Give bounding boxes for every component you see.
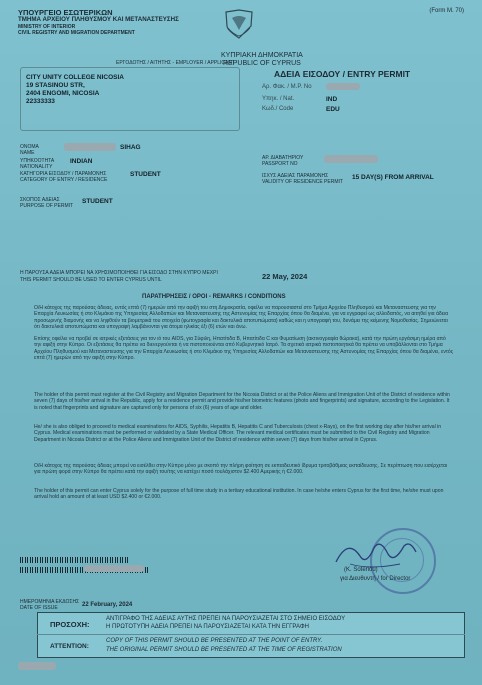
entry-until-label-greek: Η ΠΑΡΟΥΣΑ ΑΔΕΙΑ ΜΠΟΡΕΙ ΝΑ ΧΡΗΣΙΜΟΠΟΙΗΘΕΙ ΓΙΑ ΕΙΣΟΔΟ ΣΤΗΝ ΚΥΠΡΟ ΜΕΧΡΙ	[20, 270, 218, 276]
barcode-number-redacted	[84, 565, 144, 572]
applicant-line-2: 19 STASINOU STR,	[26, 82, 85, 89]
applicant-line-3: 2404 ENGOMI, NICOSIA	[26, 90, 100, 97]
applicant-line-4: 22333333	[26, 98, 55, 105]
issue-date-label-english: DATE OF ISSUE	[20, 605, 58, 611]
category-code-label: Κωδ./ Code	[262, 106, 294, 112]
entry-until-date: 22 May, 2024	[262, 272, 308, 281]
prosoxi-line-1: ΑΝΤΙΓΡΑΦΟ ΤΗΣ ΑΔΕΙΑΣ ΑΥΤΗΣ ΠΡΕΠΕΙ ΝΑ ΠΑΡΟΥΣΙΑΖΕΤΑΙ ΣΤΟ ΣΗΜΕΙΟ ΕΙΣΟΔΟΥ	[106, 616, 346, 622]
purpose-label-english: PURPOSE OF PERMIT	[20, 203, 74, 209]
passport-label-greek: ΑΡ. ΔΙΑΒΑΤΗΡΙΟΥ	[262, 155, 304, 161]
permit-title: ΑΔΕΙΑ ΕΙΣΟΔΟΥ / ENTRY PERMIT	[274, 69, 411, 79]
ministry-greek: ΥΠΟΥΡΓΕΙΟ ΕΣΩΤΕΡΙΚΩΝ	[18, 8, 113, 17]
purpose-label-greek: ΣΚΟΠΟΣ ΑΔΕΙΑΣ	[20, 197, 60, 203]
department-english: CIVIL REGISTRY AND MIGRATION DEPARTMENT	[18, 30, 135, 36]
signatory-name: (K. Soteriou)	[344, 567, 378, 573]
validity-value: 15 DAY(S) FROM ARRIVAL	[352, 174, 434, 181]
nationality-code-value: IND	[326, 96, 338, 103]
validity-label-english: VALIDITY OF RESIDENCE PERMIT	[262, 179, 343, 185]
nationality-code-label: Υπηκ. / Nat.	[262, 96, 295, 102]
prosoxi-line-2: Η ΠΡΩΤΟΤΥΠΗ ΑΔΕΙΑ ΠΡΕΠΕΙ ΝΑ ΠΑΡΟΥΣΙΑΖΕΤΑΙ ΚΑΤΑ ΤΗΝ ΕΓΓΡΑΦΗ	[106, 624, 309, 630]
name-redacted	[64, 143, 116, 151]
name-value: SIHAG	[120, 144, 141, 151]
attention-line-2: THE ORIGINAL PERMIT SHOULD BE PRESENTED AT THE TIME OF REGISTRATION	[106, 647, 342, 653]
form-number: (Form M. 70)	[429, 8, 464, 14]
cyprus-emblem-icon	[222, 6, 256, 40]
remarks-english-medical: He/ she is also obliged to proceed to medical examinations for AIDS, Syphilis, Hepatitis B, Hepatitis C and Tuberculosis (chest x-Rays), on the first working day after his/her arrival in Cyprus. Medical examinations must be performed or validated by a State Medical Officer. The relevant medical certificates must be submitted to the Civil Registry and Migration Department in Nicosia District or at the Police Aliens and Immigration Unit of the District of residence within seven (7) days from his/her arrival in Cyprus.	[34, 424, 442, 443]
name-label-greek: ΟΝΟΜΑ	[20, 144, 39, 150]
passport-number-redacted	[324, 155, 378, 163]
employer-applicant-label: ΕΡΓΟΔΟΤΗΣ / ΑΙΤΗΤΗΣ - EMPLOYER / APPLICANT	[116, 60, 236, 66]
remarks-greek-medical: Επίσης οφείλει να προβεί σε ιατρικές εξετάσεις για τον ιό του AIDS, για Σύφιλη, Ηπατίτιδα Β, Ηπατίτιδα C και Φυματίωση (ακτινογραφία θώρακα), κατά την πρώτη εργάσιμη ημέρα από την αφιξή στην Κύπρο. Οι εξετάσεις θα πρέπει να διενεργούνται ή να πιστοποιούνται από Κυβερνητικό Ιατρό. Τα σχετικά ιατρικά πιστοποιητικά θα πρέπει να υποβάλλονται στο Τμήμα Αρχείου Πληθυσμού και Μεταναστευσης για την Επαρχία Λευκωσίας ή στο Κλιμάκιο της Υπηρεσίας Αλλοδαπών και Μεταναστευσης της Αστυνομίας της Επαρχίας όπου θα διαμένει, εντός επτά (7) ημερών από την αφιξή στην Κύπρο.	[34, 336, 454, 361]
category-label-greek: ΚΑΤΗΓΟΡΙΑ ΕΙΣΟΔΟΥ / ΠΑΡΑΜΟΝΗΣ	[20, 171, 107, 177]
issue-date-label-greek: ΗΜΕΡΟΜΗΝΙΑ ΕΚΔΟΣΗΣ	[20, 599, 80, 605]
file-number-label: Αρ. Φακ. / M.P. No	[262, 84, 312, 90]
remarks-greek-registration: Ο/Η κάτοχος της παρούσας άδειας, εντός επτά (7) ημερών από την αφιξή του στη Δημοκρατία, οφείλει να παρουσιαστεί στο Τμήμα Αρχείου Πληθυσμού και Μεταναστευσης για την Επαρχία Λευκωσίας ή στο Κλιμάκιο της Υπηρεσίας Αλλοδαπών και Μεταναστευσης της Αστυνομίας της Επαρχίας όπου θα διαμένει, για να εγγραφεί ως αλλοδαπός, να αιτηθεί για άδεια προσωρινής διαμονής και να ληφθούν τα βιομετρικά του στοιχεία (φωτογραφία και δακτυλικά αποτυπώματα) καθώς και η υπογραφή του, δυνάμει της κείμενης Νομοθεσίας. Σημειώνεται ότι δακτυλικά αποτυπώματα και υπογραφή λαμβάνονται για άτομα ηλικίας έξι (6) ετών και άνω.	[34, 305, 449, 330]
nationality-label-english: NATIONALITY	[20, 164, 53, 170]
purpose-value: STUDENT	[82, 198, 113, 205]
passport-label-english: PASSPORT NO	[262, 161, 298, 167]
attention-label: ATTENTION:	[50, 643, 89, 650]
remarks-heading: ΠΑΡΑΤΗΡΗΣΕΙΣ / ΟΡΟΙ - REMARKS / CONDITIONS	[142, 294, 286, 300]
category-code-value: EDU	[326, 106, 340, 113]
entry-until-label-english: THIS PERMIT SHOULD BE USED TO ENTER CYPRUS UNTIL	[20, 277, 162, 283]
prosoxi-label: ΠΡΟΣΟΧΗ:	[50, 620, 90, 629]
nationality-label-greek: ΥΠΗΚΟΟΤΗΤΑ	[20, 158, 55, 164]
validity-label-greek: ΙΣΧΥΣ ΑΔΕΙΑΣ ΠΑΡΑΜΟΝΗΣ	[262, 173, 329, 179]
department-greek: ΤΜΗΜΑ ΑΡΧΕΙΟΥ ΠΛΗΘΥΣΜΟΥ ΚΑΙ ΜΕΤΑΝΑΣΤΕΥΣΗΣ	[18, 16, 179, 23]
nationality-value: INDIAN	[70, 158, 93, 165]
remarks-english-study: The holder of this permit can enter Cyprus solely for the purpose of full time study in a tertiary educational institution. In case he/she enters Cyprus for the first time, he/she must upon arrival hold an amount of at least USD $2.400 or €2.000.	[34, 488, 444, 501]
barcode-icon	[20, 557, 130, 563]
category-value: STUDENT	[130, 171, 161, 178]
republic-greek: ΚΥΠΡΙΑΚΗ ΔΗΜΟΚΡΑΤΙΑ	[221, 52, 303, 59]
issue-date-value: 22 February, 2024	[82, 602, 133, 608]
remarks-english-registration: The holder of this permit must register at the Civil Registry and Migration Department for the Nicosia District or at the Police Aliens and Immigration Unit of the District of residence within seven (7) days of his/her arrival in the Republic, apply for a residence permit and provide his/her biometric features (photo and fingerprints) and signature, according to the Legislation. It is noted that fingerprints and signature are captured only for persons of six (6) years of age and older.	[34, 392, 450, 411]
attention-line-1: COPY OF THIS PERMIT SHOULD BE PRESENTED AT THE POINT OF ENTRY.	[106, 638, 323, 644]
republic-english: REPUBLIC OF CYPRUS	[223, 60, 301, 67]
remarks-greek-study: Ο/Η κάτοχος της παρούσας άδειας μπορεί να εισέλθει στην Κύπρο μόνο με σκοπό την πλήρη φοίτηση σε εκπαιδευτικό ίδρυμα τριτοβάθμιας εκπαίδευσης. Σε περίπτωση που εισέρχεται για πρώτη φορά στην Κύπρο θα πρέπει κατά την αφιξή του/της να κατέχει ποσό τουλάχιστον $2.400 Αμερικής ή €2.000.	[34, 463, 448, 476]
file-number-redacted	[326, 83, 360, 90]
ministry-english: MINISTRY OF INTERIOR	[18, 24, 76, 30]
name-label-english: NAME	[20, 150, 35, 156]
footer-redacted	[18, 662, 56, 670]
notice-divider	[37, 634, 465, 635]
category-label-english: CATEGORY OF ENTRY / RESIDENCE	[20, 177, 108, 183]
applicant-line-1: CITY UNITY COLLEGE NICOSIA	[26, 74, 124, 81]
for-director-label: για Διευθυντή / for Director	[340, 576, 411, 582]
